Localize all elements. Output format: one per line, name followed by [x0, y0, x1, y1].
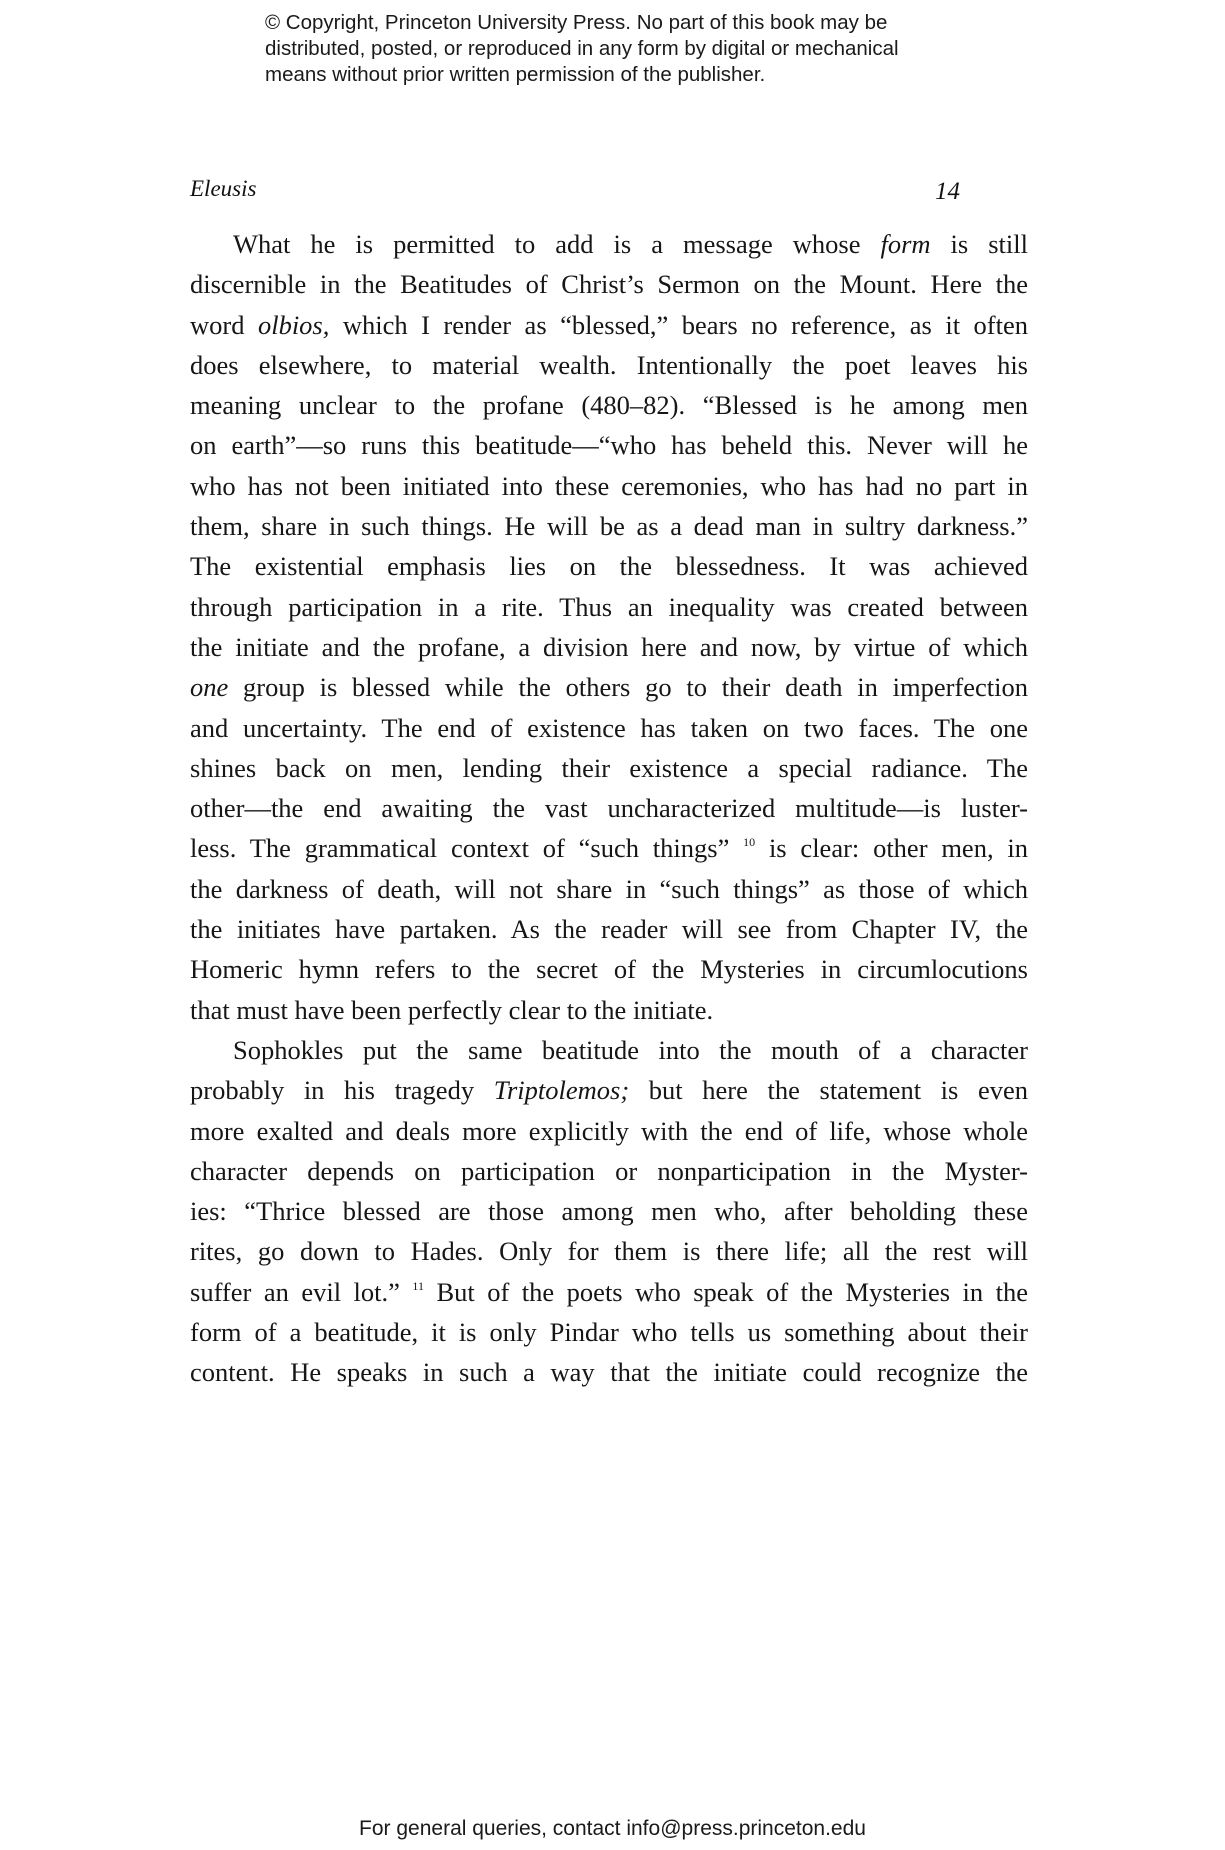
text-line: word olbios, which I render as “blessed,” bears no reference, as it often: [190, 309, 1028, 340]
text-line: through participation in a rite. Thus an inequality was created between: [190, 591, 1028, 622]
text-line: content. He speaks in such a way that the initiate could recognize the: [190, 1357, 1028, 1388]
page-number: 14: [935, 178, 960, 205]
text-line: more exalted and deals more explicitly with the end of life, whose whole: [190, 1115, 1028, 1146]
text-line: the darkness of death, will not share in “such things” as those of which: [190, 873, 1028, 904]
body-text: [190, 224, 1028, 1393]
text-line: meaning unclear to the profane (480–82). “Blessed is he among men: [190, 390, 1028, 421]
text-line: on earth”—so runs this beatitude—“who has beheld this. Never will he: [190, 430, 1028, 461]
text-line: does elsewhere, to material wealth. Intentionally the poet leaves his: [190, 349, 1028, 380]
text-line: shines back on men, lending their existence a special radiance. The: [190, 752, 1028, 783]
text-line: Sophokles put the same beatitude into the mouth of a character: [233, 1034, 1028, 1065]
text-line: the initiate and the profane, a division here and now, by virtue of which: [190, 631, 1028, 662]
text-line: one group is blessed while the others go to their death in imperfection: [190, 672, 1028, 703]
text-line: character depends on participation or nonparticipation in the Myster-: [190, 1155, 1028, 1186]
text-line: Homeric hymn refers to the secret of the Mysteries in circumlocutions: [190, 954, 1028, 985]
text-line: suffer an evil lot.” $^{11}$ But of the poets who speak of the Mysteries in the: [190, 1276, 1028, 1307]
text-line: form of a beatitude, it is only Pindar who tells us something about their: [190, 1317, 1028, 1348]
copyright-line: means without prior written permission of the publisher.: [265, 63, 766, 86]
running-head: [190, 176, 960, 206]
text-line: ies: “Thrice blessed are those among men who, after beholding these: [190, 1196, 1028, 1227]
text-line: the initiates have partaken. As the reader will see from Chapter IV, the: [190, 914, 1028, 945]
footnote-marker: 10: [743, 835, 756, 850]
text-line: probably in his tragedy Triptolemos; but here the statement is even: [190, 1075, 1028, 1106]
text-line: less. The grammatical context of “such things” $^{10}$ is clear: other men, in: [190, 833, 1028, 864]
copyright-notice: [265, 10, 1025, 88]
footnote-marker: 11: [412, 1278, 424, 1293]
text-line: rites, go down to Hades. Only for them is there life; all the rest will: [190, 1236, 1028, 1267]
text-line: that must have been perfectly clear to the initiate.: [190, 994, 714, 1025]
text-line: them, share in such things. He will be as a dead man in sultry darkness.”: [190, 511, 1028, 542]
copyright-line: distributed, posted, or reproduced in any form by digital or mechanical: [265, 37, 899, 60]
text-line: who has not been initiated into these ceremonies, who has had no part in: [190, 470, 1028, 501]
text-line: What he is permitted to add is a message whose form is still: [233, 229, 1028, 259]
text-line: discernible in the Beatitudes of Christ’s Sermon on the Mount. Here the: [190, 269, 1028, 300]
text-line: other—the end awaiting the vast uncharacterized multitude—is luster-: [190, 793, 1028, 824]
text-line: The existential emphasis lies on the blessedness. It was achieved: [190, 551, 1028, 582]
text-line: and uncertainty. The end of existence has taken on two faces. The one: [190, 712, 1028, 743]
running-title: Eleusis: [190, 176, 257, 201]
copyright-line: © Copyright, Princeton University Press. No part of this book may be: [265, 11, 888, 34]
footer-contact: For general queries, contact info@press.princeton.edu: [359, 1817, 866, 1840]
